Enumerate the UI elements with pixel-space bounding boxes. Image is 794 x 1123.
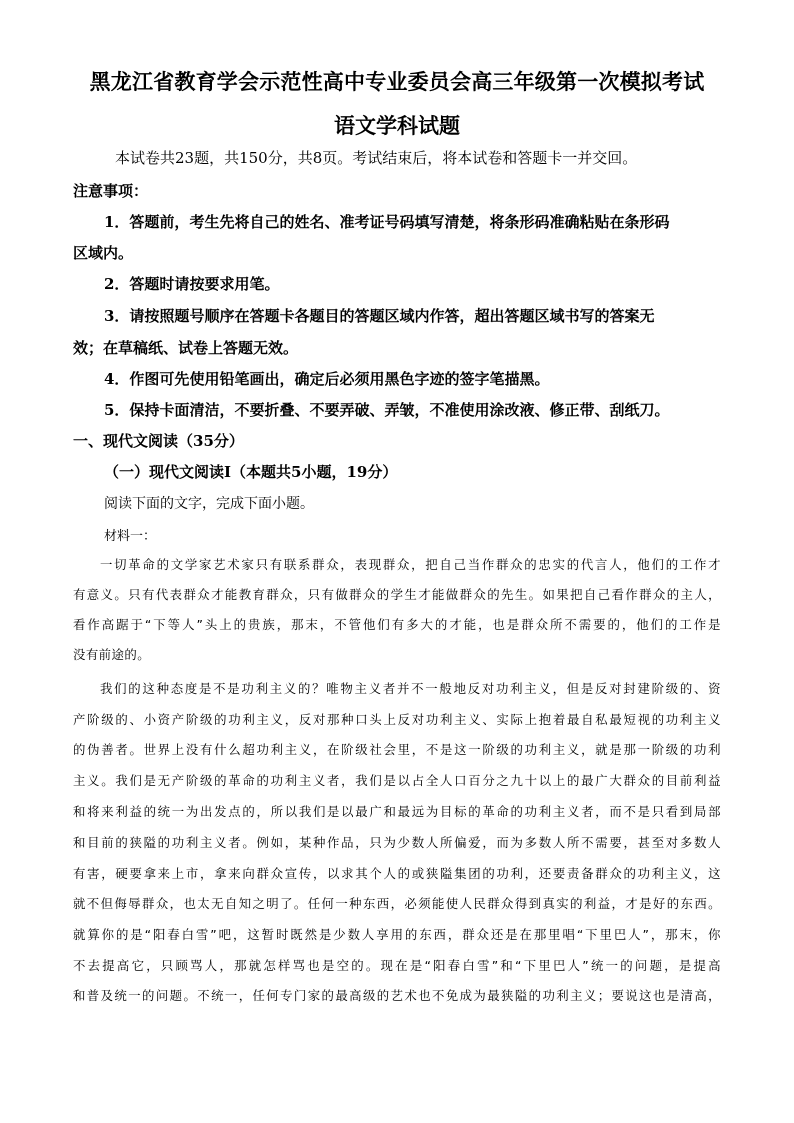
- section-heading: 一、现代文阅读（35分）: [73, 432, 244, 450]
- exam-intro: 本试卷共23题，共150分，共8页。考试结束后，将本试卷和答题卡一并交回。: [115, 149, 638, 167]
- passage-line: 产阶级的、小资产阶级的功利主义，反对那种口头上反对功利主义、实际上抱着最自私最短视的功利主义: [73, 712, 721, 727]
- passage-line: 有害，硬要拿来上市，拿来向群众宣传，以求其个人的或狭隘集团的功利，还要责备群众的功利主义，这: [73, 866, 721, 881]
- passage-line: 看作高踞于“下等人”头上的贵族，那末，不管他们有多大的才能，也是群众所不需要的，他们的工作是: [73, 617, 721, 632]
- notice-heading: 注意事项：: [73, 182, 149, 200]
- passage-line: 和将来利益的统一为出发点的，所以我们是以最广和最远为目标的革命的功利主义者，而不是只看到局部: [73, 804, 721, 819]
- material-label: 材料一：: [104, 529, 157, 544]
- passage-line: 的伪善者。世界上没有什么超功利主义，在阶级社会里，不是这一阶级的功利主义，就是那一阶级的功利: [73, 742, 721, 757]
- notice-item-5: 5．保持卡面清洁，不要折叠、不要弄破、弄皱，不准使用涂改液、修正带、刮纸刀。: [104, 401, 670, 419]
- notice-item-4: 4．作图可先使用铅笔画出，确定后必须用黑色字迹的签字笔描黑。: [104, 370, 550, 388]
- passage-line: 主义。我们是无产阶级的革命的功利主义者，我们是以占全人口百分之九十以上的最广大群众的目前利益: [73, 773, 721, 788]
- passage-line: 没有前途的。: [73, 647, 151, 662]
- passage-line: 有意义。只有代表群众才能教育群众，只有做群众的学生才能做群众的先生。如果把自己看作群众的主人，: [73, 587, 721, 602]
- notice-item-3-line-2: 效；在草稿纸、试卷上答题无效。: [73, 339, 299, 357]
- passage-line: 就不但侮辱群众，也太无自知之明了。任何一种东西，必须能使人民群众得到真实的利益，才是好的东西。: [73, 896, 721, 911]
- exam-subtitle: 语文学科试题: [334, 113, 460, 138]
- section-sub-heading: （一）现代文阅读Ⅰ（本题共5小题，19分）: [104, 463, 398, 481]
- notice-item-2: 2．答题时请按要求用笔。: [104, 275, 280, 293]
- passage-line: 不去提高它，只顾骂人，那就怎样骂也是空的。现在是“阳春白雪”和“下里巴人”统一的问题，是提高: [73, 958, 721, 973]
- passage-line: 一切革命的文学家艺术家只有联系群众，表现群众，把自己当作群众的忠实的代言人，他们的工作才: [100, 557, 721, 572]
- notice-item-1-line-1: 1．答题前，考生先将自己的姓名、准考证号码填写清楚，将条形码准确粘贴在条形码: [104, 213, 670, 231]
- passage-line: 我们的这种态度是不是功利主义的？唯物主义者并不一般地反对功利主义，但是反对封建阶级的、资: [100, 681, 721, 696]
- passage-line: 就算你的是“阳春白雪”吧，这暂时既然是少数人享用的东西，群众还是在那里唱“下里巴人”，那末，你: [73, 927, 721, 942]
- notice-item-1-line-2: 区域内。: [73, 244, 134, 262]
- passage-line: 和普及统一的问题。不统一，任何专门家的最高级的艺术也不免成为最狭隘的功利主义；要说这也是清高，: [73, 988, 721, 1003]
- notice-item-3-line-1: 3．请按照题号顺序在答题卡各题目的答题区域内作答，超出答题区域书写的答案无: [104, 307, 655, 325]
- reading-instruction: 阅读下面的文字，完成下面小题。: [104, 496, 314, 512]
- exam-title: 黑龙江省教育学会示范性高中专业委员会高三年级第一次模拟考试: [89, 69, 705, 94]
- passage-line: 和目前的狭隘的功利主义者。例如，某种作品，只为少数人所偏爱，而为多数人所不需要，甚至对多数人: [73, 835, 721, 850]
